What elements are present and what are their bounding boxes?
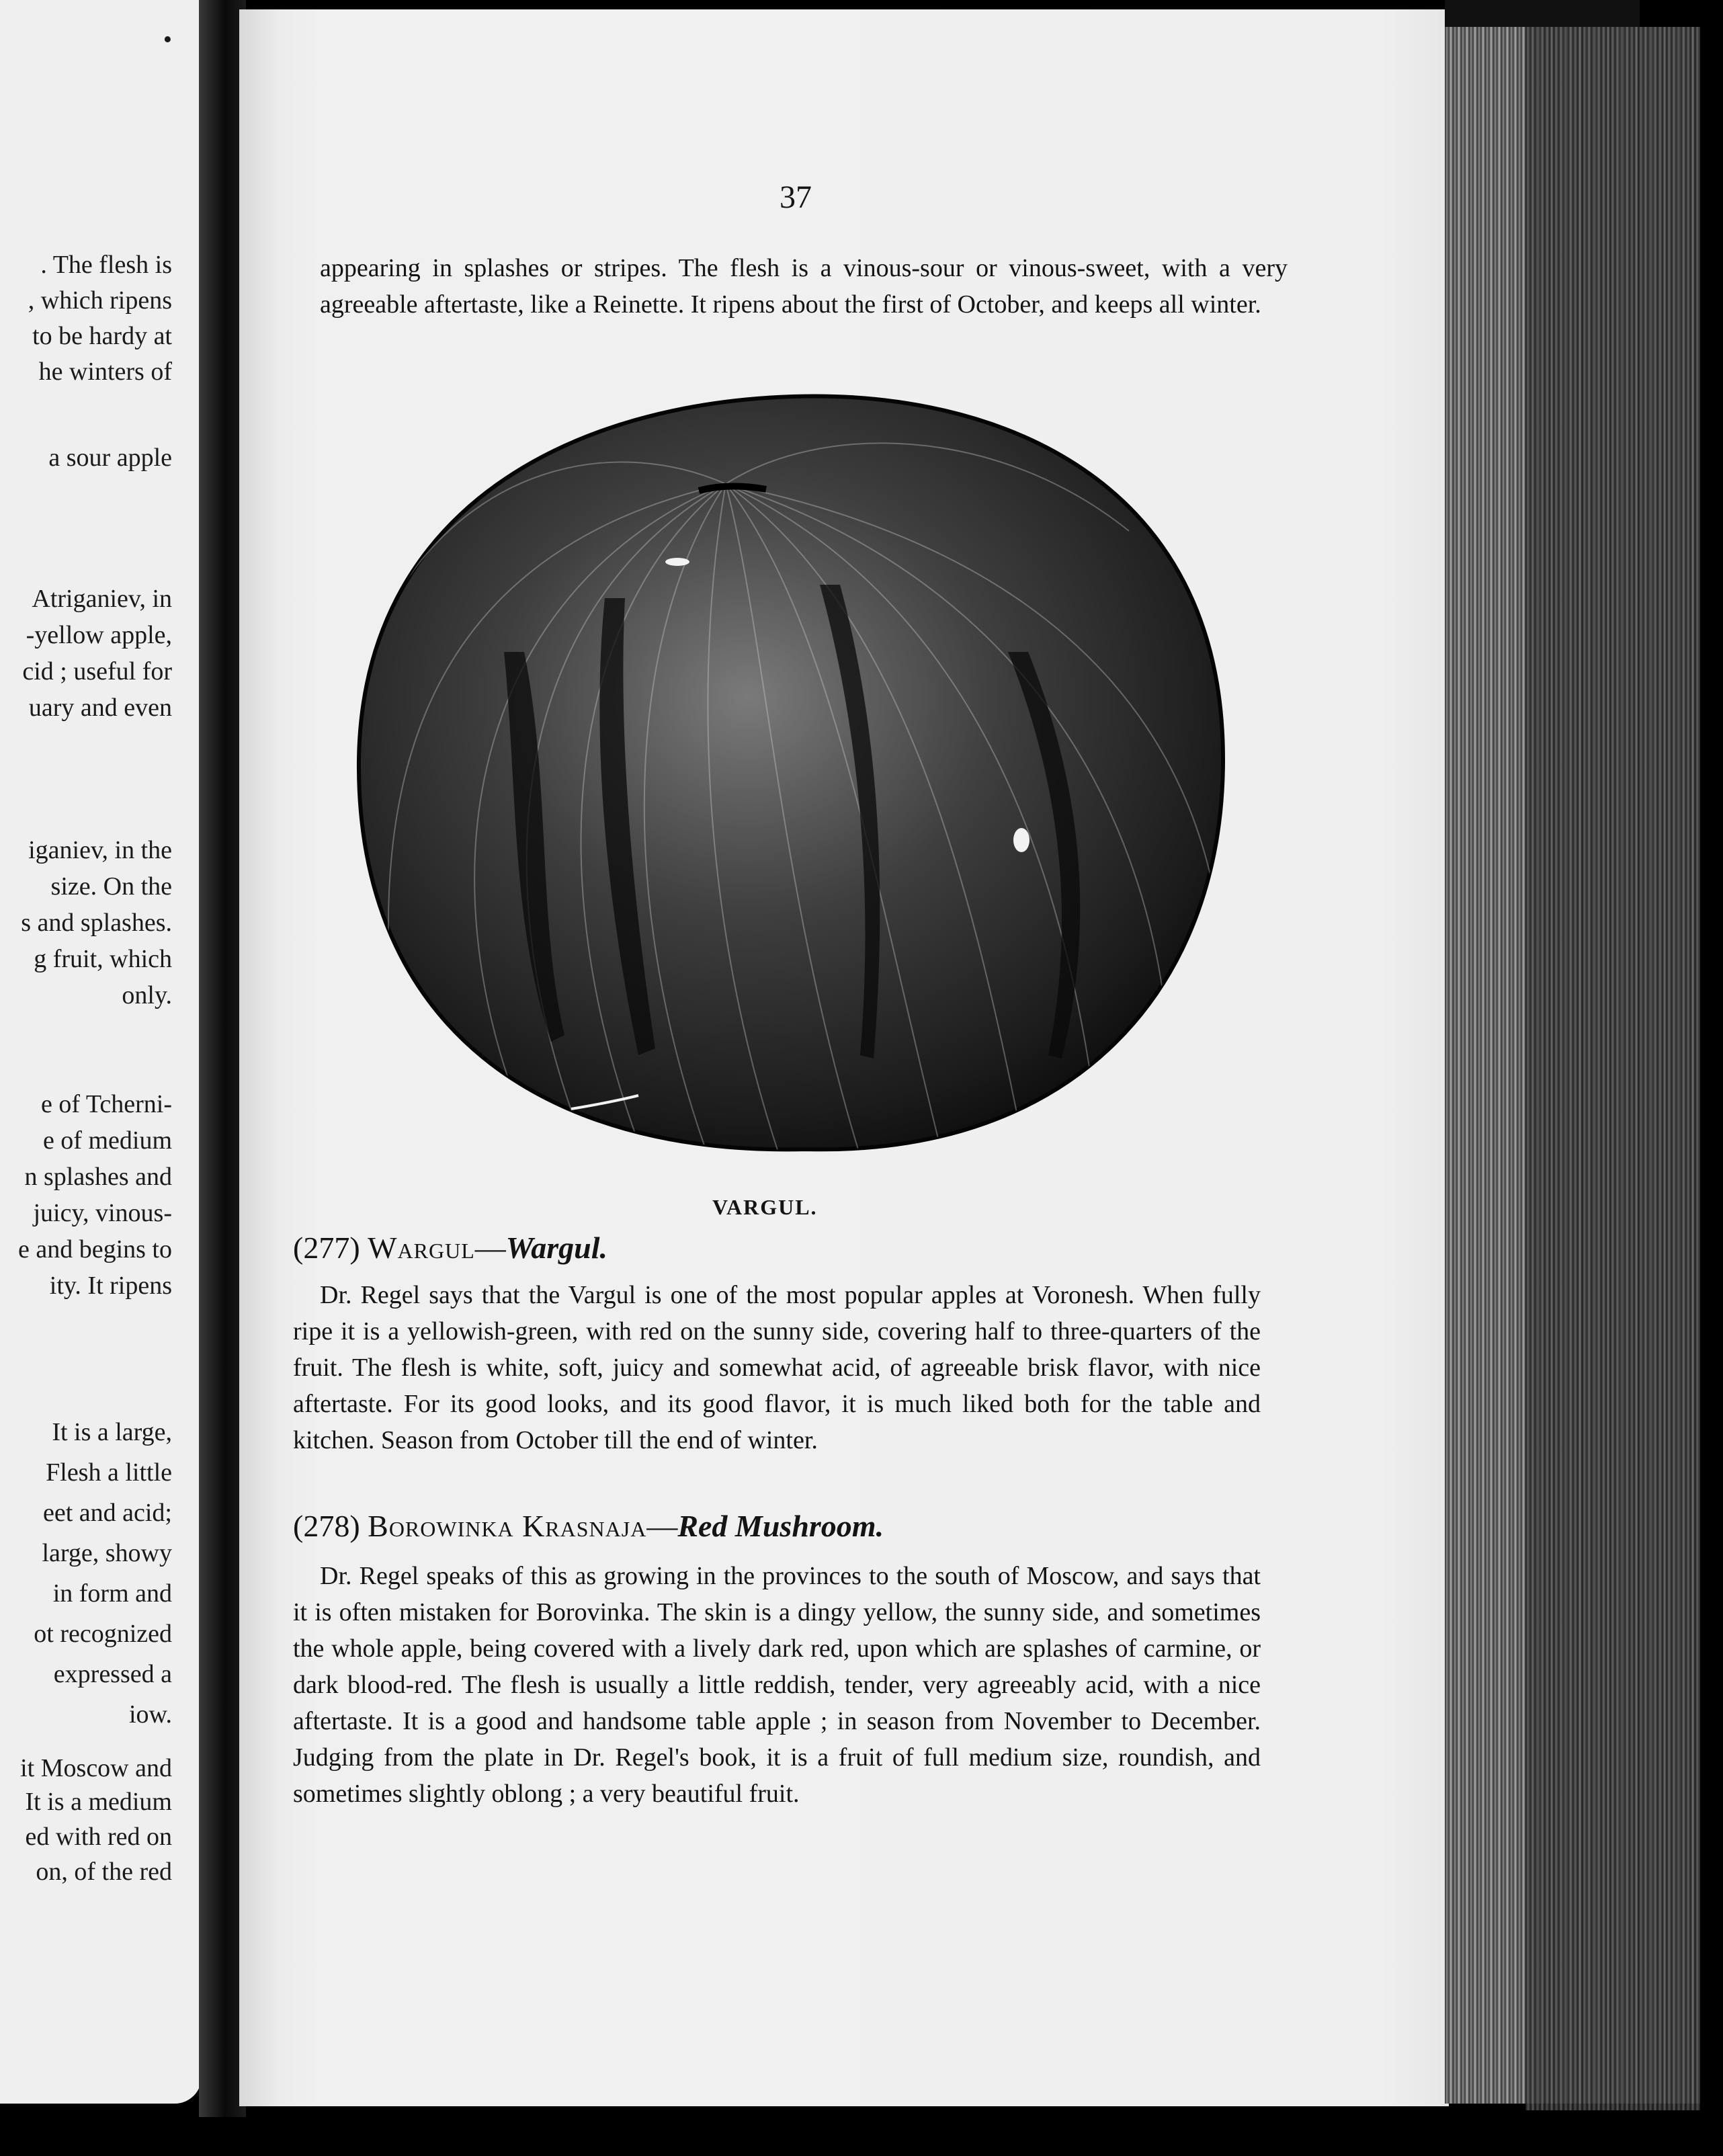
left-page-line: uary and even xyxy=(28,694,172,722)
left-page-line: in form and xyxy=(52,1579,172,1608)
left-page-line: cid ; useful for xyxy=(22,657,172,686)
left-page-line: juicy, vinous- xyxy=(33,1199,172,1227)
left-page-line: only. xyxy=(122,981,172,1009)
page-edges-shadow xyxy=(1525,27,1700,2110)
left-page-line: , which ripens xyxy=(28,286,172,315)
left-page-line: g fruit, which xyxy=(34,945,172,973)
entry-alt-name: Wargul. xyxy=(505,1231,608,1265)
left-page-line: • xyxy=(163,26,172,54)
intro-paragraph: appearing in splashes or stripes. The flesh is a vinous-sour or vinous-sweet, with a very agreeable aftertaste, like a Reinette. It ripens about the first of October, and keeps all winter. xyxy=(320,254,1288,319)
entry-name: Borowinka Krasnaja xyxy=(368,1509,647,1543)
left-page-line: ot recognized xyxy=(34,1620,172,1648)
left-page-line: iow. xyxy=(128,1700,172,1729)
left-page-line: iganiev, in the xyxy=(28,836,172,864)
apple-illustration xyxy=(349,383,1236,1169)
entry-heading-277 xyxy=(293,1230,607,1266)
left-page-line: a sour apple xyxy=(48,444,172,472)
left-page-line: s and splashes. xyxy=(21,909,172,937)
entry-name: Wargul xyxy=(368,1231,475,1265)
illustration-caption: VARGUL. xyxy=(712,1195,818,1219)
left-page-line: e of Tcherni- xyxy=(41,1090,172,1118)
left-page-line: . The flesh is xyxy=(40,251,172,279)
entry-heading-278 xyxy=(293,1508,884,1544)
left-page-line: large, showy xyxy=(42,1539,172,1567)
entry-alt-name: Red Mushroom. xyxy=(677,1509,884,1543)
left-page-line: Atriganiev, in xyxy=(32,585,172,613)
left-page-line: It is a medium xyxy=(25,1788,172,1816)
left-page-line: e and begins to xyxy=(17,1235,172,1263)
left-page-line: on, of the red xyxy=(36,1858,172,1886)
entry-text-277: Dr. Regel says that the Vargul is one of the most popular apples at Voronesh. When fully ripe it is a yellowish-green, with red on the sunny side, covering half to three-quarters of the fruit. The flesh is white, soft, juicy and somewhat acid, of agreeable brisk flavor, with nice aftertaste. For its good looks, and its good flavor, it is much liked both for the table and kitchen. Season from October till the end of winter. xyxy=(293,1281,1261,1454)
left-page-line: size. On the xyxy=(50,872,172,901)
left-page-line: It is a large, xyxy=(52,1418,172,1446)
entry-number: (277) xyxy=(293,1231,360,1265)
left-page-line: n splashes and xyxy=(24,1163,172,1191)
left-page-line: expressed a xyxy=(53,1660,172,1688)
left-page-line: eet and acid; xyxy=(42,1499,172,1527)
entry-separator: — xyxy=(474,1231,506,1265)
left-page-line: it Moscow and xyxy=(20,1754,172,1782)
left-page-line: e of medium xyxy=(42,1126,172,1155)
left-page-line: Flesh a little xyxy=(46,1458,172,1487)
entry-separator: — xyxy=(646,1509,678,1543)
left-page-line: ed with red on xyxy=(25,1823,172,1851)
left-page-line: he winters of xyxy=(38,358,172,386)
left-page-line: to be hardy at xyxy=(32,322,172,350)
left-page-line: -yellow apple, xyxy=(26,621,172,649)
left-page-line: ity. It ripens xyxy=(49,1272,172,1300)
entry-number: (278) xyxy=(293,1509,360,1543)
entry-text-278: Dr. Regel speaks of this as growing in the provinces to the south of Moscow, and says that it is often mistaken for Borovinka. The skin is a dingy yellow, the sunny side, and sometimes the whole apple, being covered with a lively dark red, upon which are splashes of carmine, or dark blood-red. The flesh is usually a little reddish, tender, very agreeably acid, with a nice aftertaste. It is a good and handsome table apple ; in season from November to December. Judging from the plate in Dr. Regel's book, it is a fruit of full medium size, roundish, and sometimes slightly oblong ; a very beautiful fruit. xyxy=(293,1562,1261,1808)
page-number: 37 xyxy=(780,179,812,215)
left-page xyxy=(0,0,202,2104)
